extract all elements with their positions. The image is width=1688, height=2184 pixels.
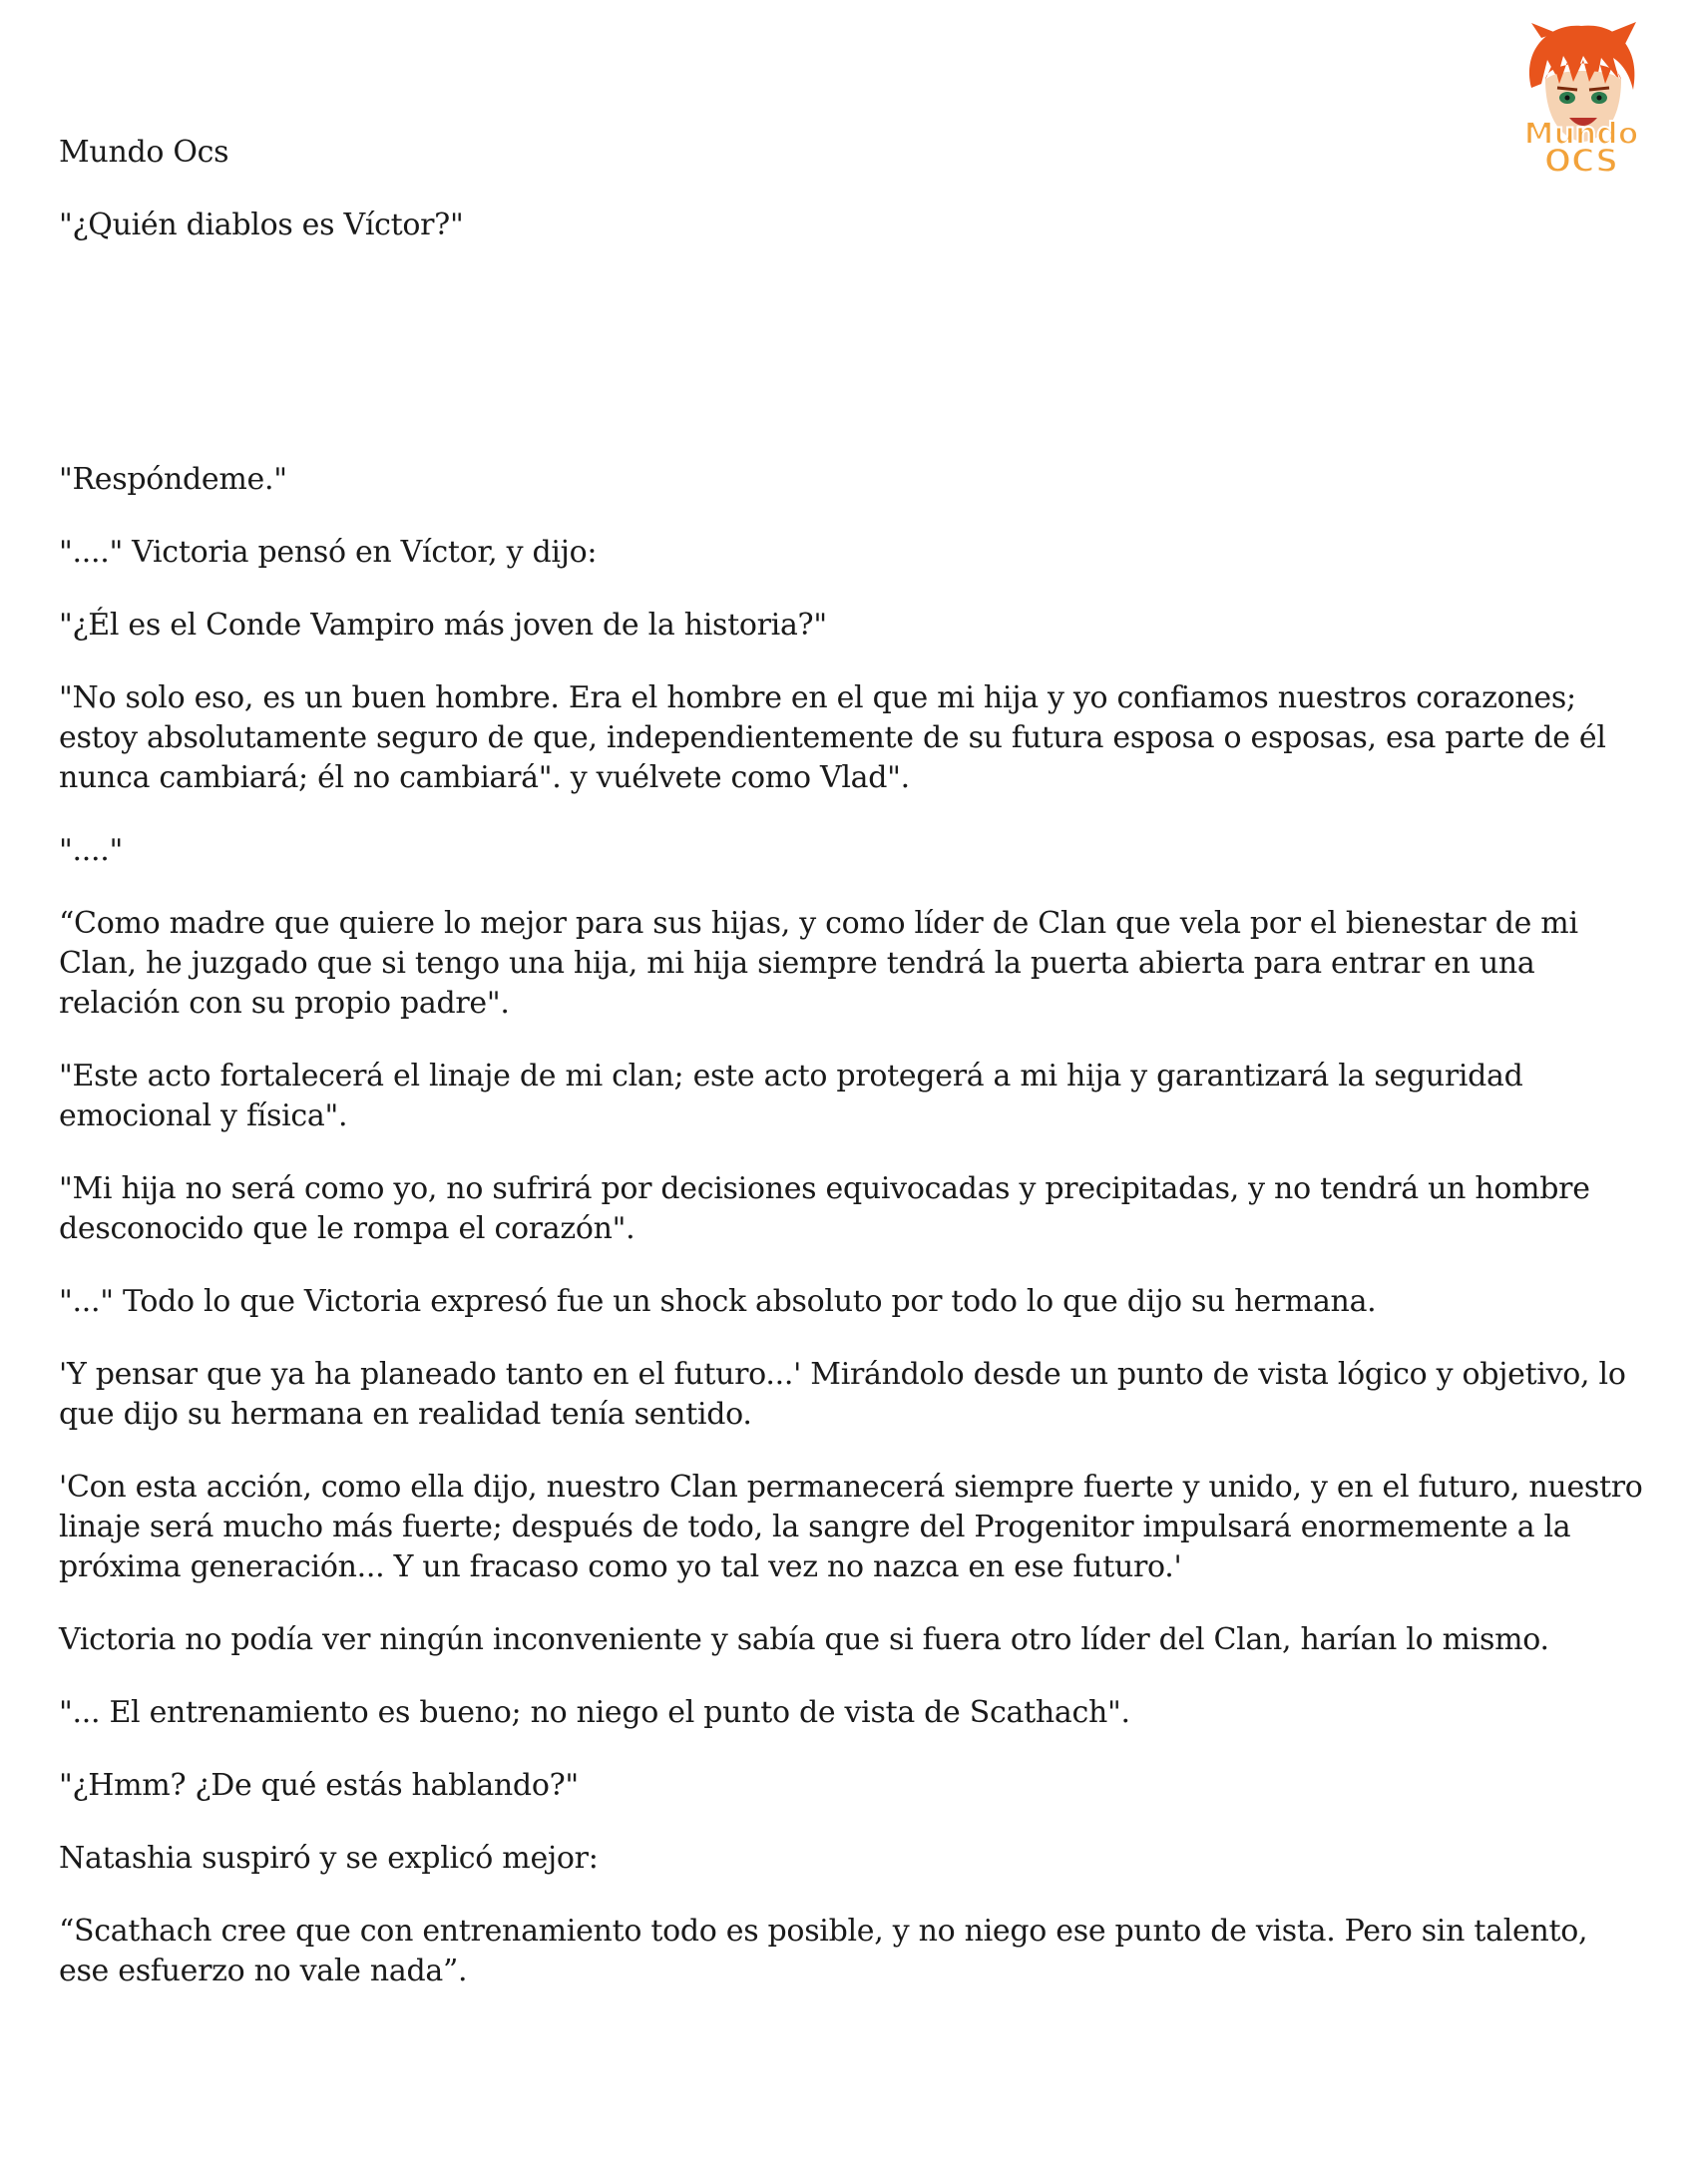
- paragraph: “Scathach cree que con entrenamiento todo es posible, y no niego ese punto de vista. Pero sin talento, ese esfuerzo no vale nada”.: [59, 1914, 1588, 1988]
- paragraph: "....": [59, 833, 123, 868]
- paragraph: "No solo eso, es un buen hombre. Era el hombre en el que mi hija y yo confiamos nuestros corazones; estoy absolutamente seguro de que, independientemente de su futura esposa o esposas, esa parte de él nunca cambiará; él no cambiará". y vuélvete como Vlad".: [59, 680, 1606, 795]
- paragraph: 'Y pensar que ya ha planeado tanto en el futuro...' Mirándolo desde un punto de vista lógico y objetivo, lo que dijo su hermana en realidad tenía sentido.: [59, 1357, 1626, 1432]
- site-name: Mundo Ocs: [59, 135, 229, 170]
- paragraph: "Respóndeme.": [59, 462, 287, 497]
- paragraph: 'Con esta acción, como ella dijo, nuestro Clan permanecerá siempre fuerte y unido, y en el futuro, nuestro linaje será mucho más fuerte; después de todo, la sangre del Progenitor impulsará enormemente a la próxima generación... Y un fracaso como yo tal vez no nazca en ese futuro.': [59, 1470, 1643, 1584]
- paragraph: Victoria no podía ver ningún inconveniente y sabía que si fuera otro líder del Clan, harían lo mismo.: [59, 1622, 1549, 1657]
- paragraph: "¿Él es el Conde Vampiro más joven de la historia?": [59, 608, 827, 643]
- blank-space: [59, 278, 1645, 460]
- paragraph: "Mi hija no será como yo, no sufrirá por decisiones equivocadas y precipitadas, y no tendrá un hombre desconocido que le rompa el corazón".: [59, 1171, 1590, 1246]
- paragraph: "...." Victoria pensó en Víctor, y dijo:: [59, 535, 598, 570]
- paragraph: "Este acto fortalecerá el linaje de mi clan; este acto protegerá a mi hija y garantizará la seguridad emocional y física".: [59, 1059, 1523, 1133]
- document-body: [59, 133, 1645, 2024]
- paragraph: "..." Todo lo que Victoria expresó fue un shock absoluto por todo lo que dijo su hermana.: [59, 1284, 1377, 1319]
- paragraph: "¿Hmm? ¿De qué estás hablando?": [59, 1768, 579, 1803]
- logo-text-bottom: OCS: [1543, 142, 1619, 178]
- intro-question: "¿Quién diablos es Víctor?": [59, 208, 464, 242]
- paragraph: “Como madre que quiere lo mejor para sus hijas, y como líder de Clan que vela por el bienestar de mi Clan, he juzgado que si tengo una hija, mi hija siempre tendrá la puerta abierta para entrar en una relación con su propio padre".: [59, 906, 1578, 1021]
- logo-text-top: Mundo: [1523, 117, 1639, 152]
- paragraph: Natashia suspiró y se explicó mejor:: [59, 1841, 599, 1876]
- paragraph: "... El entrenamiento es bueno; no niego el punto de vista de Scathach".: [59, 1695, 1130, 1730]
